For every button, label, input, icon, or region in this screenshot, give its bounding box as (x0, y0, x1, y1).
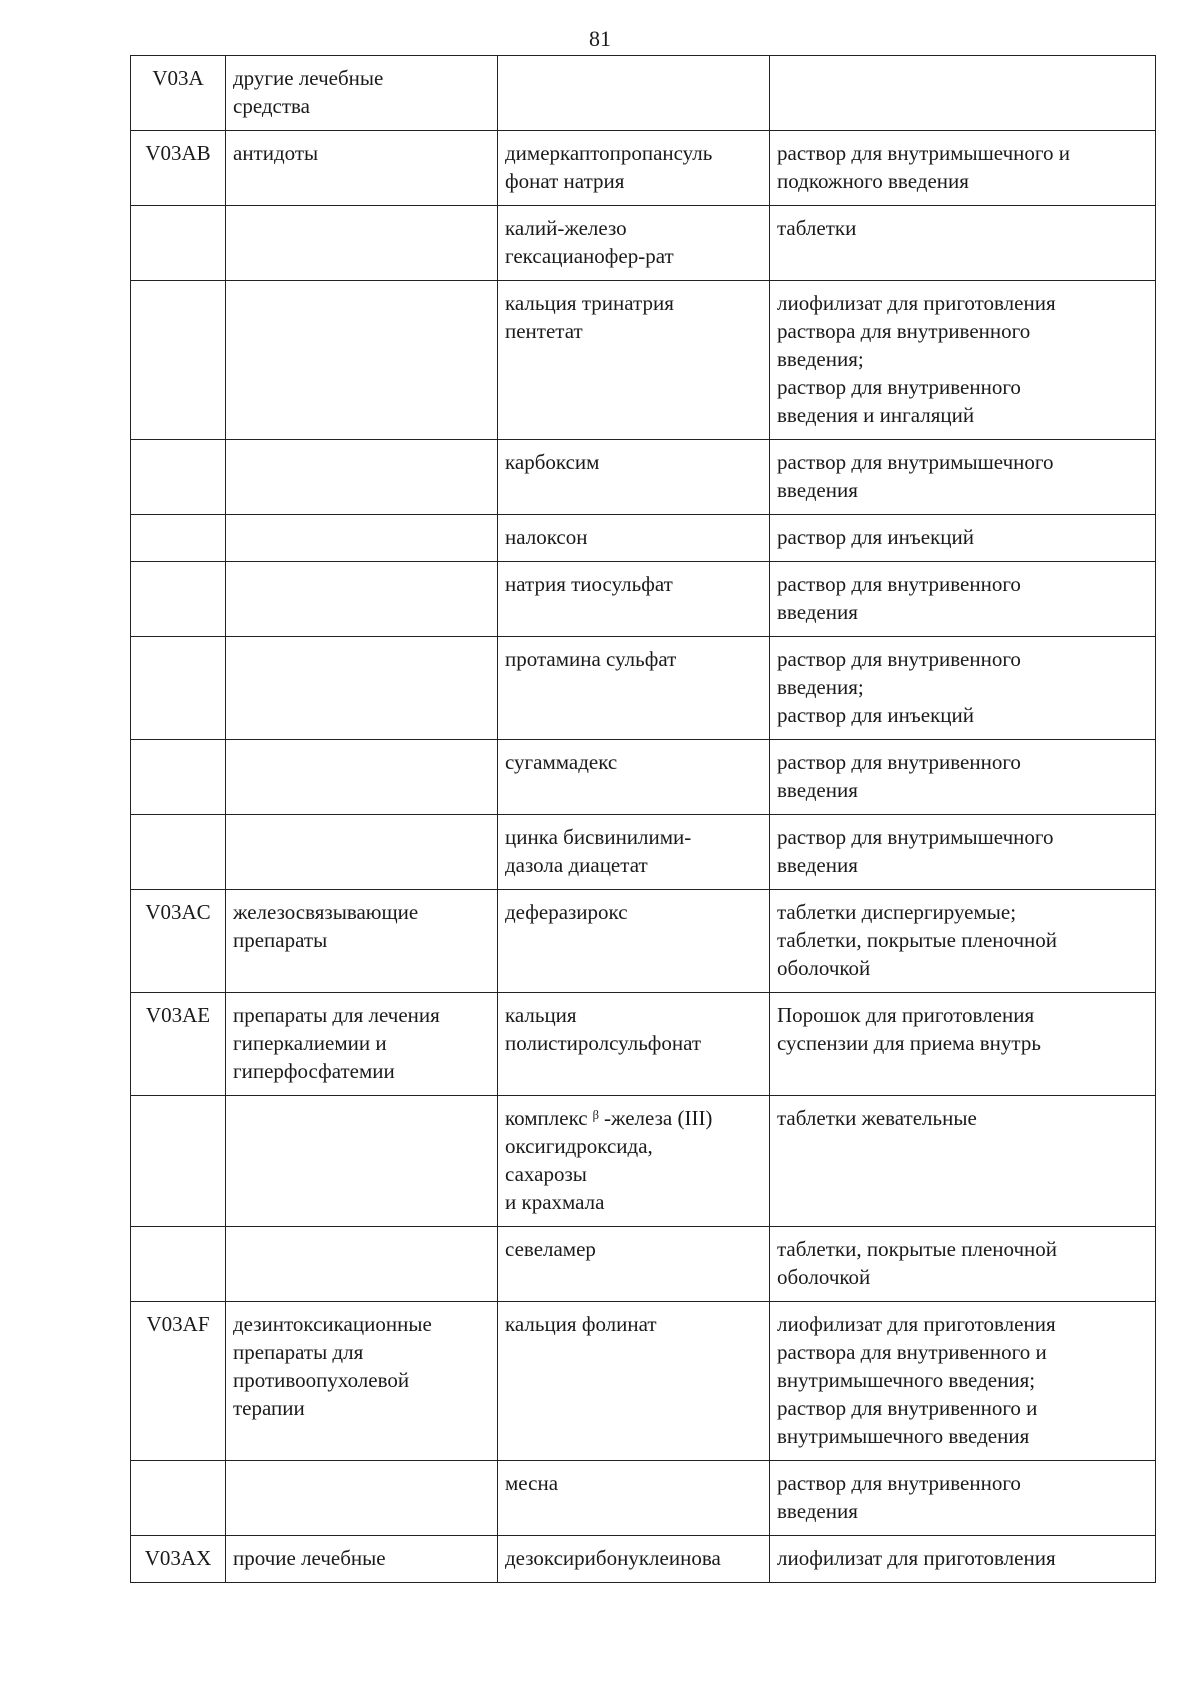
dosage-form-text: таблетки жевательные (777, 1106, 977, 1130)
page-number: 81 (589, 26, 611, 51)
dosage-form-cell (770, 740, 1156, 815)
dosage-form-text: лиофилизат для приготовления раствора для внутривенного введения; раствор для внутривенного введения и ингаляций (777, 291, 1056, 427)
dosage-form-cell (770, 815, 1156, 890)
table-row (131, 206, 1156, 281)
drug-name-cell (498, 56, 770, 131)
drug-name-cell (498, 1536, 770, 1583)
group-name-cell (226, 131, 498, 206)
drug-name-text: комплекс ᵝ -железа (III) оксигидроксида, сахарозы и крахмала (505, 1106, 713, 1214)
atc-code-cell (131, 131, 226, 206)
dosage-form-text: таблетки (777, 216, 857, 240)
table-row (131, 562, 1156, 637)
group-name-text: прочие лечебные (233, 1546, 386, 1570)
dosage-form-text: Порошок для приготовления суспензии для приема внутрь (777, 1003, 1041, 1055)
group-name-cell (226, 1536, 498, 1583)
group-name-cell (226, 815, 498, 890)
atc-code-text: V03AX (144, 1546, 212, 1570)
drug-name-text: кальция тринатрия пентетат (505, 291, 674, 343)
table-row (131, 993, 1156, 1096)
dosage-form-text: лиофилизат для приготовления раствора для внутривенного и внутримышечного введения; раствор для внутривенного и внутримышечного введения (777, 1312, 1056, 1448)
group-name-text: антидоты (233, 141, 319, 165)
atc-code-cell (131, 1536, 226, 1583)
dosage-form-cell (770, 890, 1156, 993)
atc-code-cell (131, 440, 226, 515)
drug-name-text: калий-железо гексацианофер-рат (505, 216, 674, 268)
dosage-form-text: лиофилизат для приготовления (777, 1546, 1056, 1570)
dosage-form-text: раствор для внутривенного введения (777, 572, 1021, 624)
drug-name-text: димеркаптопропансуль фонат натрия (505, 141, 713, 193)
table-row (131, 131, 1156, 206)
dosage-form-cell (770, 993, 1156, 1096)
group-name-cell (226, 515, 498, 562)
dosage-form-cell (770, 1302, 1156, 1461)
atc-code-cell (131, 993, 226, 1096)
atc-code-cell (131, 281, 226, 440)
dosage-form-text: раствор для внутривенного введения; раствор для инъекций (777, 647, 1021, 727)
atc-code-cell (131, 562, 226, 637)
dosage-form-text: раствор для внутримышечного и подкожного введения (777, 141, 1070, 193)
group-name-cell (226, 206, 498, 281)
drug-name-cell (498, 1227, 770, 1302)
table-row (131, 281, 1156, 440)
dosage-form-cell (770, 206, 1156, 281)
atc-code-cell (131, 1461, 226, 1536)
drug-name-cell (498, 131, 770, 206)
drug-name-text: налоксон (505, 525, 588, 549)
dosage-form-text: таблетки диспергируемые; таблетки, покрытые пленочной оболочкой (777, 900, 1058, 980)
atc-code-cell (131, 206, 226, 281)
group-name-cell (226, 562, 498, 637)
drug-name-text: протамина сульфат (505, 647, 677, 671)
drug-name-cell (498, 815, 770, 890)
dosage-form-text: таблетки, покрытые пленочной оболочкой (777, 1237, 1058, 1289)
group-name-cell (226, 740, 498, 815)
atc-code-text: V03AC (145, 900, 211, 924)
drug-name-text: месна (505, 1471, 559, 1495)
drug-name-text: кальция фолинат (505, 1312, 657, 1336)
drug-name-cell (498, 993, 770, 1096)
group-name-cell (226, 56, 498, 131)
group-name-cell (226, 1461, 498, 1536)
atc-code-cell (131, 1096, 226, 1227)
dosage-form-text: раствор для внутримышечного введения (777, 825, 1054, 877)
table-row (131, 637, 1156, 740)
table-body (131, 56, 1156, 1583)
atc-code-text: V03AE (145, 1003, 211, 1027)
dosage-form-cell (770, 131, 1156, 206)
table-row (131, 1536, 1156, 1583)
group-name-text: железосвязывающие препараты (233, 900, 419, 952)
atc-code-cell (131, 890, 226, 993)
drug-table (130, 55, 1156, 1583)
group-name-text: препараты для лечения гиперкалиемии и гиперфосфатемии (233, 1003, 440, 1083)
dosage-form-cell (770, 515, 1156, 562)
table-row (131, 815, 1156, 890)
dosage-form-cell (770, 1096, 1156, 1227)
atc-code-cell (131, 56, 226, 131)
atc-code-cell (131, 740, 226, 815)
drug-name-text: деферазирокс (505, 900, 628, 924)
atc-code-cell (131, 815, 226, 890)
drug-name-text: кальция полистиролсульфонат (505, 1003, 702, 1055)
dosage-form-cell (770, 562, 1156, 637)
table-row (131, 1461, 1156, 1536)
dosage-form-cell (770, 1227, 1156, 1302)
drug-name-text: карбоксим (505, 450, 600, 474)
table-row (131, 1227, 1156, 1302)
group-name-text: другие лечебные средства (233, 66, 384, 118)
drug-name-cell (498, 1302, 770, 1461)
drug-name-text: севеламер (505, 1237, 596, 1261)
atc-code-text: V03A (152, 66, 204, 90)
group-name-cell (226, 281, 498, 440)
group-name-cell (226, 637, 498, 740)
atc-code-text: V03AF (146, 1312, 210, 1336)
dosage-form-text: раствор для внутримышечного введения (777, 450, 1054, 502)
atc-code-cell (131, 1302, 226, 1461)
drug-name-text: натрия тиосульфат (505, 572, 673, 596)
drug-name-text: цинка бисвинилими- дазола диацетат (505, 825, 692, 877)
drug-name-cell (498, 740, 770, 815)
atc-code-cell (131, 637, 226, 740)
drug-name-text: дезоксирибонуклеинова (505, 1546, 721, 1570)
dosage-form-cell (770, 281, 1156, 440)
dosage-form-cell (770, 440, 1156, 515)
dosage-form-cell (770, 56, 1156, 131)
atc-code-cell (131, 1227, 226, 1302)
drug-name-cell (498, 890, 770, 993)
dosage-form-text: раствор для внутривенного введения (777, 1471, 1021, 1523)
drug-name-cell (498, 562, 770, 637)
table-row (131, 1302, 1156, 1461)
drug-name-cell (498, 1461, 770, 1536)
table-row (131, 1096, 1156, 1227)
drug-name-cell (498, 206, 770, 281)
drug-name-cell (498, 637, 770, 740)
table-row (131, 890, 1156, 993)
atc-code-text: V03AB (145, 141, 211, 165)
drug-name-cell (498, 281, 770, 440)
atc-code-cell (131, 515, 226, 562)
drug-name-cell (498, 515, 770, 562)
dosage-form-cell (770, 637, 1156, 740)
dosage-form-text: раствор для инъекций (777, 525, 974, 549)
drug-name-cell (498, 1096, 770, 1227)
drug-name-text: сугаммадекс (505, 750, 618, 774)
group-name-cell (226, 890, 498, 993)
group-name-cell (226, 1227, 498, 1302)
table-row (131, 440, 1156, 515)
group-name-cell (226, 1302, 498, 1461)
table-row (131, 515, 1156, 562)
table-row (131, 56, 1156, 131)
dosage-form-cell (770, 1536, 1156, 1583)
table-row (131, 740, 1156, 815)
drug-name-cell (498, 440, 770, 515)
group-name-text: дезинтоксикационные препараты для противоопухолевой терапии (233, 1312, 432, 1420)
dosage-form-cell (770, 1461, 1156, 1536)
dosage-form-text: раствор для внутривенного введения (777, 750, 1021, 802)
group-name-cell (226, 440, 498, 515)
group-name-cell (226, 993, 498, 1096)
group-name-cell (226, 1096, 498, 1227)
